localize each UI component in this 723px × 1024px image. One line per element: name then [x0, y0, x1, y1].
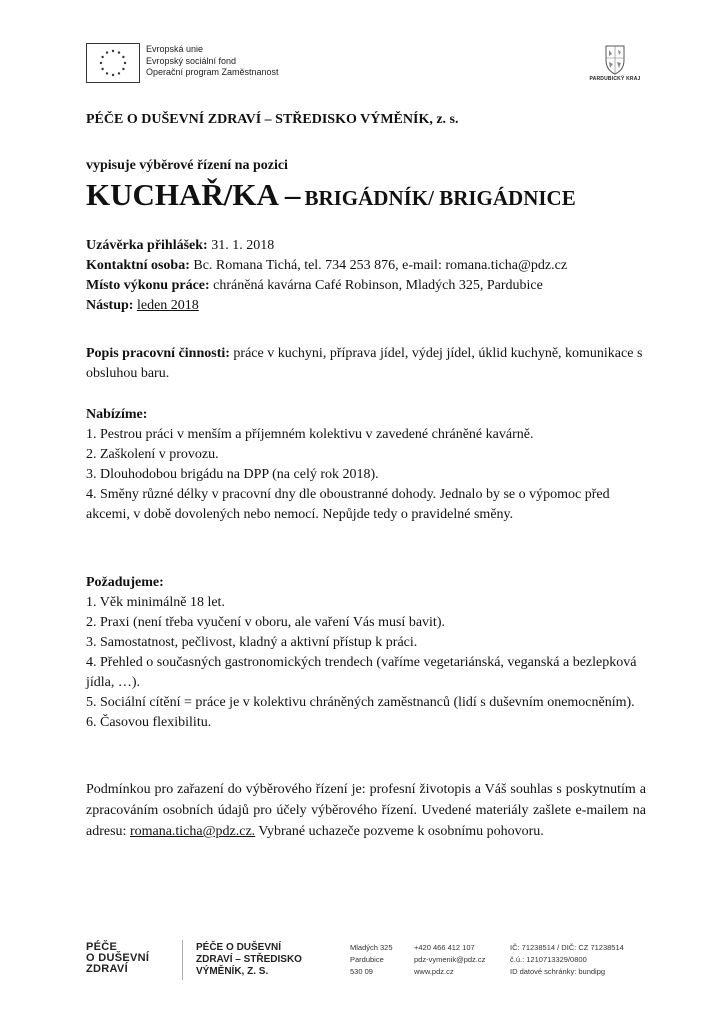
offer-section	[86, 405, 646, 525]
list-item: 4. Směny různé délky v pracovní dny dle oboustranné dohody. Jednalo by se o výpomoc před akcemi, v době dovolených nebo nemocí. Nepůjde tedy o pravidelné směny.	[86, 487, 610, 522]
footer-id-line: IČ: 71238514 / DIČ: CZ 71238514	[510, 943, 624, 952]
description-label: Popis pracovní činnosti:	[86, 346, 230, 361]
requirements-heading: Požadujeme:	[86, 575, 164, 590]
list-item: 6. Časovou flexibilitu.	[86, 715, 212, 730]
footer-address	[350, 942, 393, 978]
footer-email[interactable]: pdz-vymenik@pdz.cz	[414, 955, 486, 964]
footer-website[interactable]: www.pdz.cz	[414, 967, 454, 976]
job-title-main: KUCHAŘ/KA –	[86, 177, 301, 212]
email-link[interactable]: romana.ticha@pdz.cz.	[129, 824, 256, 839]
eu-text	[146, 44, 279, 79]
footer-phone: +420 466 412 107	[414, 943, 475, 952]
description-text: práce v kuchyni, příprava jídel, výdej jídel, úklid kuchyně, komunikace s obsluhou baru.	[86, 346, 643, 381]
footer	[86, 940, 666, 980]
closing-text: Podmínkou pro zařazení do výběrového řízení je: profesní životopis a Váš souhlas s poskytnutím a zpracováním osobních údajů pro účely výběrového řízení. Uvedené materiály zašlete e-mailem na adresu:	[86, 782, 646, 839]
job-title	[86, 177, 576, 213]
info-block	[86, 236, 646, 316]
offer-heading: Nabízíme:	[86, 407, 148, 422]
info-contact	[86, 256, 646, 276]
footer-logo-line: O DUŠEVNÍ	[86, 952, 150, 964]
footer-name-line: ZDRAVÍ – STŘEDISKO	[196, 954, 302, 965]
start-label: Nástup:	[86, 298, 134, 313]
footer-logo	[86, 942, 149, 975]
list-item: 1. Pestrou práci v menším a příjemném kolektivu v zavedené chráněné kavárně.	[86, 427, 534, 442]
closing-paragraph	[86, 779, 646, 842]
footer-address-line: Pardubice	[350, 955, 384, 964]
footer-logo-line: ZDRAVÍ	[86, 963, 128, 975]
place-value: chráněná kavárna Café Robinson, Mladých 325, Pardubice	[213, 278, 543, 293]
deadline-value: 31. 1. 2018	[211, 238, 275, 253]
eu-line: Evropský sociální fond	[146, 55, 237, 66]
eu-line: Operační program Zaměstnanost	[146, 67, 279, 77]
footer-ids	[510, 942, 624, 978]
footer-org-name	[196, 942, 302, 978]
job-title-sub: BRIGÁDNÍK/ BRIGÁDNICE	[304, 186, 576, 210]
list-item: 5. Sociální cítění = práce je v kolektivu chráněných zaměstnanců (lidí s duševním onemocněním).	[86, 695, 635, 710]
requirements-section	[86, 573, 646, 733]
info-place	[86, 276, 646, 296]
footer-name-line: PÉČE O DUŠEVNÍ	[196, 942, 282, 953]
footer-address-line: 530 09	[350, 967, 373, 976]
list-item: 1. Věk minimálně 18 let.	[86, 595, 225, 610]
footer-id-line: č.ú.: 1210713329/0800	[510, 955, 587, 964]
deadline-label: Uzávěrka přihlášek:	[86, 238, 208, 253]
footer-name-line: VÝMĚNÍK, Z. S.	[196, 966, 269, 977]
org-name: PÉČE O DUŠEVNÍ ZDRAVÍ – STŘEDISKO VÝMĚNÍK, z. s.	[86, 112, 459, 127]
region-crest-icon	[584, 44, 646, 76]
region-logo	[584, 44, 646, 88]
footer-contact	[414, 942, 485, 978]
start-value: leden 2018	[136, 298, 199, 313]
closing-text-end: Vybrané uchazeče pozveme k osobnímu pohovoru.	[258, 824, 544, 839]
info-start	[86, 296, 646, 316]
footer-divider	[182, 940, 183, 980]
eu-logo	[86, 43, 286, 85]
job-description	[86, 344, 646, 384]
contact-value: Bc. Romana Tichá, tel. 734 253 876, e-mail: romana.ticha@pdz.cz	[193, 258, 568, 273]
footer-id-line: ID datové schránky: bundipg	[510, 967, 606, 976]
list-item: 3. Dlouhodobou brigádu na DPP (na celý rok 2018).	[86, 467, 379, 482]
place-label: Místo výkonu práce:	[86, 278, 210, 293]
list-item: 2. Zaškolení v provozu.	[86, 447, 219, 462]
footer-address-line: Mladých 325	[350, 943, 393, 952]
eu-line: Evropská unie	[146, 44, 204, 54]
list-item: 2. Praxi (není třeba vyučení v oboru, ale vaření Vás musí bavit).	[86, 615, 445, 630]
contact-label: Kontaktní osoba:	[86, 258, 190, 273]
list-item: 4. Přehled o současných gastronomických trendech (vaříme vegetariánská, veganská a bezlepková jídla, …).	[86, 655, 637, 690]
eu-flag-icon	[86, 43, 140, 83]
info-deadline	[86, 236, 646, 256]
region-name: PARDUBICKÝ KRAJ	[589, 76, 641, 82]
intro-text: vypisuje výběrové řízení na pozici	[86, 158, 288, 173]
list-item: 3. Samostatnost, pečlivost, kladný a aktivní přístup k práci.	[86, 635, 418, 650]
footer-logo-line: PÉČE	[86, 941, 118, 953]
